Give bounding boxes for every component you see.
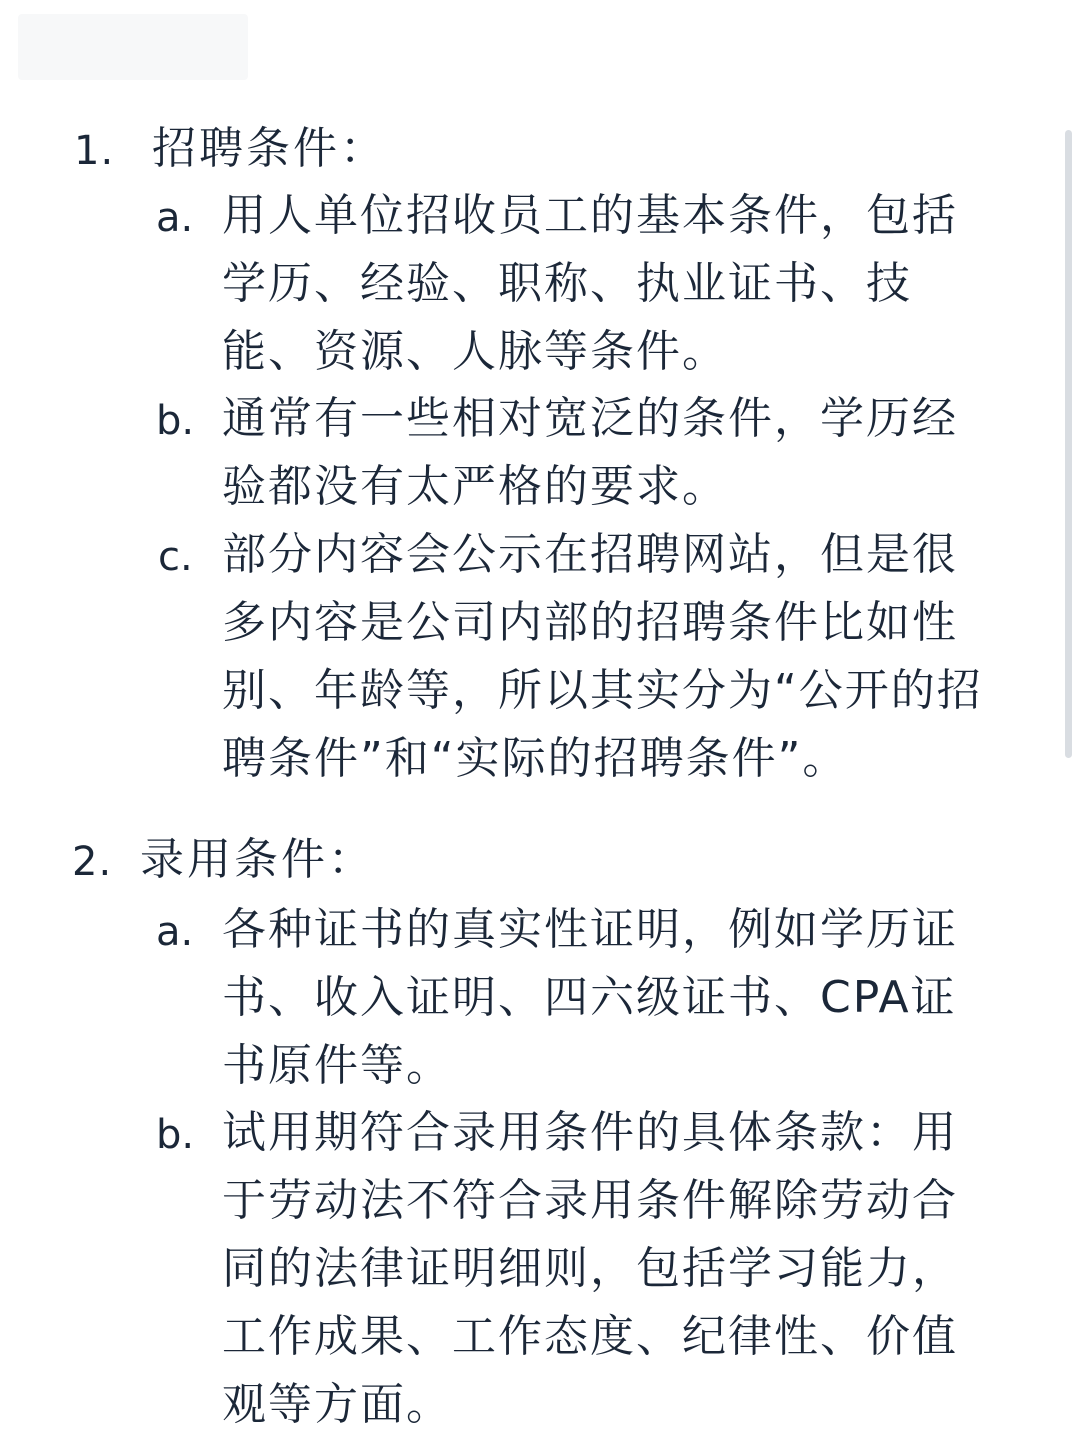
section-number: 2. — [72, 839, 113, 885]
text-line: 同的法律证明细则，包括学习能力， — [222, 1243, 958, 1294]
scrollbar[interactable] — [1065, 130, 1072, 758]
text-line: 验都没有太严格的要求。 — [222, 461, 728, 512]
text-line: 观等方面。 — [222, 1379, 452, 1430]
section-number: 1. — [74, 128, 115, 174]
text-line: 用人单位招收员工的基本条件，包括 — [222, 190, 958, 241]
text-line: 通常有一些相对宽泛的条件，学历经 — [222, 393, 958, 444]
item-letter: a. — [156, 909, 194, 955]
text-line: 于劳动法不符合录用条件解除劳动合 — [222, 1175, 958, 1226]
text-line: 书、收入证明、四六级证书、CPA证 — [222, 972, 957, 1023]
section-heading: 录用条件： — [140, 834, 375, 885]
text-line: 书原件等。 — [222, 1040, 452, 1091]
list-item-text — [222, 1099, 1012, 1439]
text-line: 多内容是公司内部的招聘条件比如性 — [222, 597, 958, 648]
text-line: 试用期符合录用条件的具体条款：用 — [222, 1107, 958, 1158]
section-heading: 招聘条件： — [152, 123, 387, 174]
text-line: 学历、经验、职称、执业证书、技 — [222, 258, 912, 309]
item-letter: a. — [156, 195, 194, 241]
item-letter: c. — [158, 534, 193, 580]
text-line: 聘条件”和“实际的招聘条件”。 — [222, 733, 849, 784]
text-line: 别、年龄等，所以其实分为“公开的招 — [222, 665, 983, 716]
text-line: 能、资源、人脉等条件。 — [222, 326, 728, 377]
list-item-text — [222, 521, 1012, 793]
list-item-text — [222, 182, 1012, 386]
list-item-text — [222, 896, 1012, 1100]
list-item-text — [222, 385, 1012, 521]
text-line: 各种证书的真实性证明，例如学历证 — [222, 904, 958, 955]
item-letter: b. — [156, 398, 195, 444]
item-letter: b. — [156, 1112, 195, 1158]
text-line: 工作成果、工作态度、纪律性、价值 — [222, 1311, 958, 1362]
text-line: 部分内容会公示在招聘网站，但是很 — [222, 529, 958, 580]
